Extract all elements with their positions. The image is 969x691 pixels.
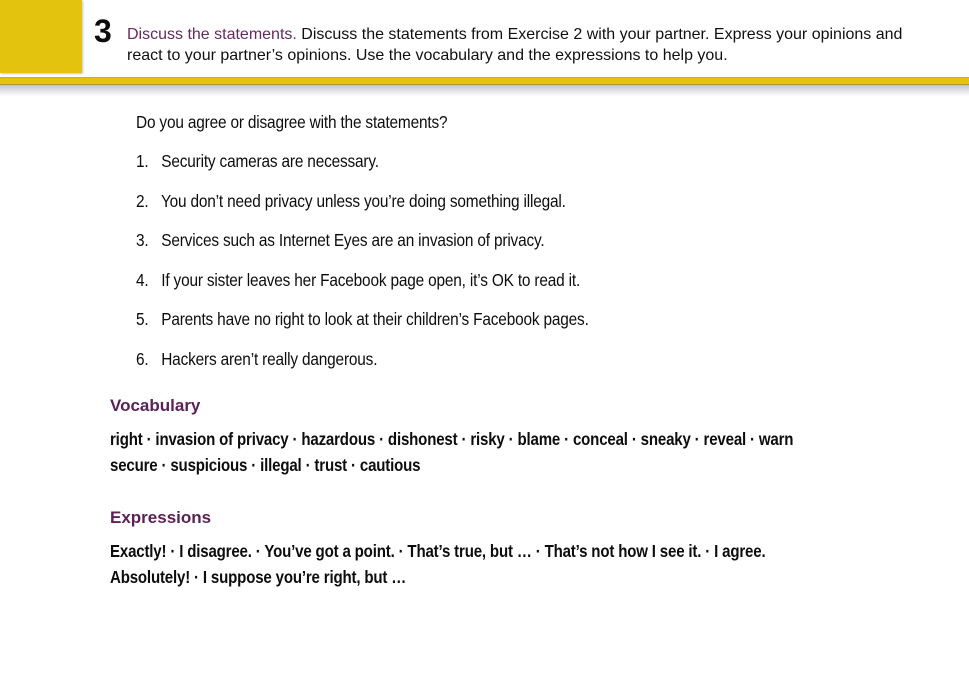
vocabulary-line-text: right · invasion of privacy · hazardous · dishonest · risky · blame · conceal · sneaky · reveal · warn [110, 429, 794, 449]
gold-divider-bar [0, 77, 969, 85]
statement-text: You don’t need privacy unless you’re doing something illegal. [160, 190, 566, 211]
instruction-title: Discuss the statements. [127, 26, 297, 43]
question-text-label: Do you agree or disagree with the statements? [136, 112, 448, 132]
divider-shadow [0, 85, 969, 96]
exercise-number: 3 [94, 13, 112, 49]
statements-list [136, 151, 650, 389]
statement-item [136, 309, 589, 330]
statement-item [136, 270, 589, 288]
vocabulary-line [110, 426, 905, 452]
statement-item [136, 191, 589, 209]
statement-text: Parents have no right to look at their children’s Facebook pages. [161, 309, 589, 330]
expressions-line [110, 538, 872, 564]
expressions-heading: Expressions [110, 508, 212, 527]
statement-text: If your sister leaves her Facebook page open, it’s OK to read it. [161, 269, 581, 290]
statement-number: 1. [136, 151, 149, 171]
statement-item [136, 230, 589, 251]
expressions-line-text: Exactly! · I disagree. · You’ve got a point. · That’s true, but … · That’s not how I see it. · I agree. [110, 541, 766, 561]
statement-item [136, 349, 589, 367]
gold-corner-block [0, 0, 82, 73]
instruction-text: Discuss the statements from Exercise 2 with your partner. Express your opinions and react to your partner’s opinions. Use the vocabulary and the expressions to help you. [127, 26, 903, 64]
expressions-list [110, 538, 872, 590]
statement-number: 6. [136, 348, 149, 369]
vocabulary-line-text: secure · suspicious · illegal · trust · cautious [110, 455, 421, 475]
statement-text: Services such as Internet Eyes are an invasion of privacy. [161, 230, 545, 251]
question-text [136, 112, 490, 133]
statement-number: 2. [136, 190, 149, 211]
statement-item [136, 151, 589, 169]
vocabulary-heading: Vocabulary [110, 396, 201, 415]
statement-text: Security cameras are necessary. [161, 151, 379, 171]
statement-number: 4. [136, 269, 149, 290]
statement-text: Hackers aren’t really dangerous. [161, 348, 378, 369]
exercise-instruction [127, 24, 927, 66]
vocabulary-list [110, 426, 905, 478]
vocabulary-line [110, 452, 905, 478]
expressions-line [110, 564, 872, 590]
statement-number: 5. [136, 309, 149, 330]
expressions-line-text: Absolutely! · I suppose you’re right, but … [110, 567, 407, 587]
statement-number: 3. [136, 230, 149, 251]
